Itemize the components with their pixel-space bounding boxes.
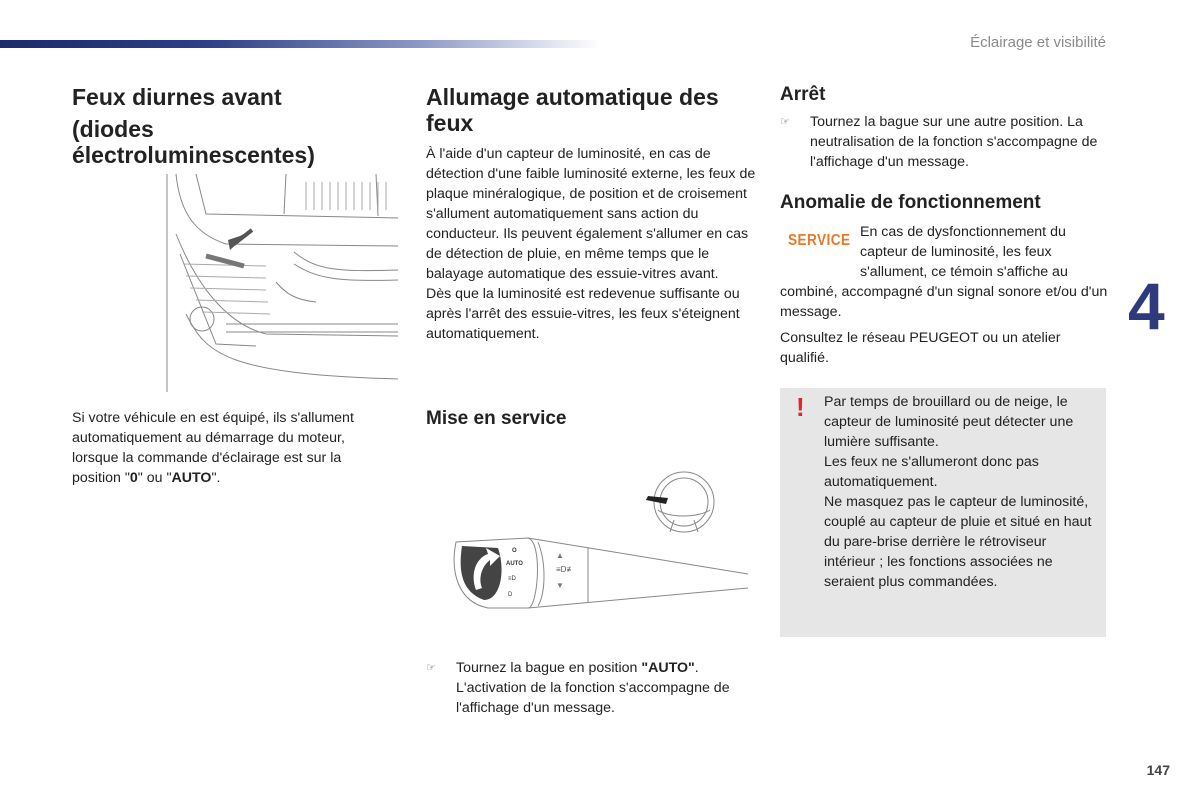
heading-anomaly: Anomalie de fonctionnement <box>780 192 1041 213</box>
warning-box <box>780 388 1106 637</box>
svg-text:▼: ▼ <box>556 581 564 590</box>
service-warning-icon: SERVICE <box>788 232 851 249</box>
stalk-auto-label: AUTO <box>506 561 523 567</box>
svg-text:D: D <box>508 592 513 598</box>
anomaly-text: En cas de dysfonctionnement du capteur de luminosité, les feux s'allument, ce témoin s'affiche au combiné, accompagné d'un signal sonore et/ou d'un message. Consultez le réseau PEUGEOT ou un atelier qualifié. <box>780 222 1110 368</box>
column-auto-lights <box>426 84 756 344</box>
warning-text-2: Les feux ne s'allumeront donc pas automatiquement. <box>824 454 1039 490</box>
auto-lights-para1: À l'aide d'un capteur de luminosité, en cas de détection d'une faible luminosité externe, les feux de plaque minéralogique, de position et de croisement s'allument automatiquement sans action du conducteur. Ils peuvent également s'allumer en cas de détection de pluie, en même temps que le balayage automatique des essuie-vitres avant. <box>426 146 756 282</box>
heading-led: (diodes électroluminescentes) <box>72 116 315 168</box>
heading-anomaly-container <box>780 192 1110 214</box>
heading-auto-lights: Allumage automatique des feux <box>426 84 719 136</box>
svg-text:▲: ▲ <box>556 551 564 560</box>
front-bumper-illustration <box>166 174 398 392</box>
heading-stop: Arrêt <box>780 84 826 105</box>
activation-step: ☞ Tournez la bague en position "AUTO". L'activation de la fonction s'accompagne de l'affichage d'un message. <box>426 660 730 716</box>
warning-text-1: Par temps de brouillard ou de neige, le capteur de luminosité peut détecter une lumière suffisante. <box>824 394 1074 450</box>
svg-text:≡D≢: ≡D≢ <box>556 565 575 574</box>
chapter-number: 4 <box>1128 269 1165 343</box>
svg-text:≡D: ≡D <box>508 576 516 582</box>
daytime-lights-text: Si votre véhicule en est équipé, ils s'allument automatiquement au démarrage du moteur, lorsque la commande d'éclairage est sur la position "0" ou "AUTO". <box>72 410 354 486</box>
column-stop: Arrêt ☞ Tournez la bague sur une autre position. La neutralisation de la fonction s'accompagne de l'affichage d'un message. <box>780 84 1110 172</box>
exclamation-icon: ! <box>796 392 805 422</box>
heading-daytime-lights: Feux diurnes avant <box>72 84 282 110</box>
section-title: Éclairage et visibilité <box>970 34 1106 51</box>
heading-activation: Mise en service <box>426 408 567 429</box>
pointing-hand-icon: ☞ <box>780 116 790 128</box>
pointing-hand-icon: ☞ <box>426 662 436 674</box>
lighting-stalk-illustration <box>448 462 754 612</box>
warning-text-3: Ne masquez pas le capteur de luminosité, couplé au capteur de pluie et situé en haut du pare-brise derrière le rétroviseur intérieur ; les fonctions associées ne seraient plus commandées. <box>824 494 1092 590</box>
svg-text:O: O <box>512 548 517 554</box>
auto-lights-para2: Dès que la luminosité est redevenue suffisante ou après l'arrêt des essuie-vitres, les feux s'éteignent automatiquement. <box>426 286 740 342</box>
header-bar <box>0 40 600 48</box>
page-number: 147 <box>1146 762 1170 778</box>
column-daytime-lights <box>72 84 392 168</box>
consult-text: Consultez le réseau PEUGEOT ou un atelier qualifié. <box>780 330 1061 366</box>
